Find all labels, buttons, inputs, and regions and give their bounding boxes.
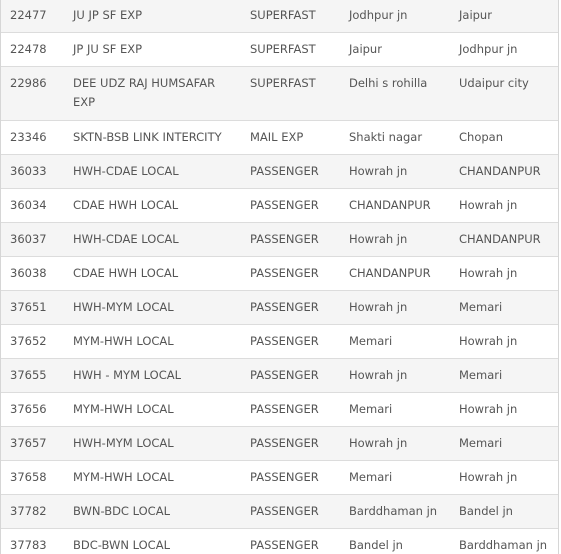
train-type: SUPERFAST (242, 67, 341, 121)
train-type: SUPERFAST (242, 0, 341, 33)
train-number: 22477 (1, 0, 65, 33)
table-row[interactable] (1, 121, 558, 155)
destination-station: CHANDANPUR (451, 223, 558, 257)
source-station: CHANDANPUR (341, 257, 451, 291)
train-number: 37782 (1, 495, 65, 529)
train-name: BDC-BWN LOCAL (65, 529, 242, 554)
train-type: MAIL EXP (242, 121, 341, 155)
table-row[interactable] (1, 529, 558, 554)
train-number: 36037 (1, 223, 65, 257)
train-number: 36033 (1, 155, 65, 189)
train-name: MYM-HWH LOCAL (65, 325, 242, 359)
train-type: PASSENGER (242, 359, 341, 393)
source-station: Jodhpur jn (341, 0, 451, 33)
table-row[interactable] (1, 393, 558, 427)
destination-station: Howrah jn (451, 325, 558, 359)
train-number: 37651 (1, 291, 65, 325)
train-number: 23346 (1, 121, 65, 155)
source-station: CHANDANPUR (341, 189, 451, 223)
train-type: PASSENGER (242, 529, 341, 554)
source-station: Howrah jn (341, 427, 451, 461)
source-station: Shakti nagar (341, 121, 451, 155)
destination-station: Howrah jn (451, 393, 558, 427)
table-row[interactable] (1, 325, 558, 359)
train-type: PASSENGER (242, 461, 341, 495)
train-name: HWH - MYM LOCAL (65, 359, 242, 393)
destination-station: Memari (451, 291, 558, 325)
train-list-body (1, 0, 558, 554)
train-type: PASSENGER (242, 495, 341, 529)
table-row[interactable] (1, 0, 558, 33)
table-row[interactable] (1, 189, 558, 223)
train-name: SKTN-BSB LINK INTERCITY (65, 121, 242, 155)
train-name: CDAE HWH LOCAL (65, 189, 242, 223)
train-number: 37658 (1, 461, 65, 495)
train-name: CDAE HWH LOCAL (65, 257, 242, 291)
destination-station: Udaipur city (451, 67, 558, 121)
train-type: PASSENGER (242, 427, 341, 461)
train-type: PASSENGER (242, 393, 341, 427)
train-name: HWH-MYM LOCAL (65, 427, 242, 461)
train-name: BWN-BDC LOCAL (65, 495, 242, 529)
source-station: Barddhaman jn (341, 495, 451, 529)
train-number: 37657 (1, 427, 65, 461)
source-station: Memari (341, 325, 451, 359)
train-type: PASSENGER (242, 223, 341, 257)
destination-station: Howrah jn (451, 257, 558, 291)
train-name: DEE UDZ RAJ HUMSAFAR EXP (65, 67, 242, 121)
train-name: HWH-CDAE LOCAL (65, 223, 242, 257)
train-number: 37656 (1, 393, 65, 427)
table-row[interactable] (1, 257, 558, 291)
destination-station: Memari (451, 359, 558, 393)
train-number: 36034 (1, 189, 65, 223)
destination-station: Howrah jn (451, 189, 558, 223)
train-list-table (1, 0, 558, 554)
table-row[interactable] (1, 427, 558, 461)
train-name: MYM-HWH LOCAL (65, 393, 242, 427)
train-name: HWH-MYM LOCAL (65, 291, 242, 325)
source-station: Memari (341, 393, 451, 427)
train-number: 36038 (1, 257, 65, 291)
table-row[interactable] (1, 495, 558, 529)
source-station: Howrah jn (341, 359, 451, 393)
source-station: Memari (341, 461, 451, 495)
train-number: 37652 (1, 325, 65, 359)
destination-station: Howrah jn (451, 461, 558, 495)
destination-station: Jaipur (451, 0, 558, 33)
source-station: Jaipur (341, 33, 451, 67)
train-type: PASSENGER (242, 291, 341, 325)
source-station: Howrah jn (341, 291, 451, 325)
table-row[interactable] (1, 155, 558, 189)
source-station: Howrah jn (341, 223, 451, 257)
destination-station: CHANDANPUR (451, 155, 558, 189)
destination-station: Barddhaman jn (451, 529, 558, 554)
train-type: PASSENGER (242, 257, 341, 291)
table-row[interactable] (1, 33, 558, 67)
table-row[interactable] (1, 223, 558, 257)
train-number: 22986 (1, 67, 65, 121)
table-row[interactable] (1, 291, 558, 325)
train-type: SUPERFAST (242, 33, 341, 67)
train-number: 37783 (1, 529, 65, 554)
source-station: Howrah jn (341, 155, 451, 189)
source-station: Delhi s rohilla (341, 67, 451, 121)
train-name: MYM-HWH LOCAL (65, 461, 242, 495)
train-type: PASSENGER (242, 155, 341, 189)
destination-station: Memari (451, 427, 558, 461)
train-type: PASSENGER (242, 325, 341, 359)
table-row[interactable] (1, 359, 558, 393)
train-name: HWH-CDAE LOCAL (65, 155, 242, 189)
table-row[interactable] (1, 67, 558, 121)
train-name: JU JP SF EXP (65, 0, 242, 33)
destination-station: Jodhpur jn (451, 33, 558, 67)
source-station: Bandel jn (341, 529, 451, 554)
train-number: 22478 (1, 33, 65, 67)
destination-station: Chopan (451, 121, 558, 155)
train-name: JP JU SF EXP (65, 33, 242, 67)
train-number: 37655 (1, 359, 65, 393)
table-row[interactable] (1, 461, 558, 495)
destination-station: Bandel jn (451, 495, 558, 529)
train-type: PASSENGER (242, 189, 341, 223)
